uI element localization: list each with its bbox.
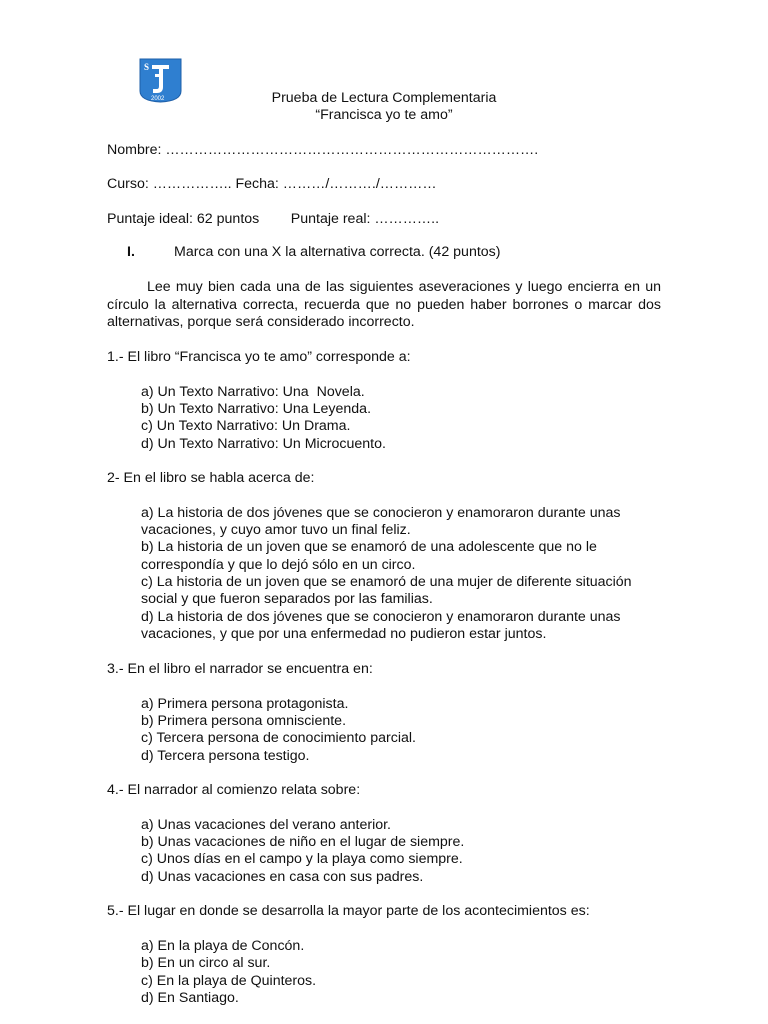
option: d) Unas vacaciones en casa con sus padres. xyxy=(141,869,424,885)
option: b) En un circo al sur. xyxy=(141,955,271,971)
option: b) Primera persona omnisciente. xyxy=(141,713,347,729)
option-continuation: correspondía y que lo dejó sólo en un circo. xyxy=(141,557,416,573)
section-title: Marca con una X la alternativa correcta. (42 puntos) xyxy=(174,244,501,260)
svg-text:S: S xyxy=(144,62,150,72)
option: b) Un Texto Narrativo: Una Leyenda. xyxy=(141,401,372,417)
document-title: Prueba de Lectura Complementaria xyxy=(271,90,497,106)
option: a) La historia de dos jóvenes que se conocieron y enamoraron durante unas xyxy=(141,505,621,521)
option: d) Tercera persona testigo. xyxy=(141,748,310,764)
option: a) Un Texto Narrativo: Una Novela. xyxy=(141,384,365,400)
nombre-field: Nombre: ……………………………………………………………………. xyxy=(107,142,539,158)
option: d) Un Texto Narrativo: Un Microcuento. xyxy=(141,436,386,452)
instructions-paragraph: Lee muy bien cada una de las siguientes aseveraciones y luego encierra en un círculo la alternativa correcta, recuerda que no pueden haber borrones o marcar dos alternativas, porque será considerado incorrecto. xyxy=(107,279,661,330)
option-continuation: social y que fueron separados por las familias. xyxy=(141,591,433,607)
question-5: 5.- El lugar en donde se desarrolla la mayor parte de los acontecimientos es: xyxy=(107,903,590,919)
option: c) Unos días en el campo y la playa como siempre. xyxy=(141,851,463,867)
option: d) En Santiago. xyxy=(141,990,239,1006)
option: a) Primera persona protagonista. xyxy=(141,696,349,712)
option: a) En la playa de Concón. xyxy=(141,938,305,954)
option-continuation: vacaciones, y cuyo amor tuvo un final feliz. xyxy=(141,522,411,538)
option: d) La historia de dos jóvenes que se conocieron y enamoraron durante unas xyxy=(141,609,621,625)
option: c) La historia de un joven que se enamoró de una mujer de diferente situación xyxy=(141,574,632,590)
question-1: 1.- El libro “Francisca yo te amo” corresponde a: xyxy=(107,349,411,365)
document-subtitle: “Francisca yo te amo” xyxy=(315,107,453,123)
option: c) Tercera persona de conocimiento parcial. xyxy=(141,730,416,746)
puntaje-field: Puntaje ideal: 62 puntos Puntaje real: ………….. xyxy=(107,211,440,227)
question-2: 2- En el libro se habla acerca de: xyxy=(107,470,315,486)
option: b) La historia de un joven que se enamoró de una adolescente que no le xyxy=(141,539,597,555)
option: c) Un Texto Narrativo: Un Drama. xyxy=(141,418,351,434)
question-3: 3.- En el libro el narrador se encuentra en: xyxy=(107,661,373,677)
section-number: I. xyxy=(127,244,135,260)
section-heading xyxy=(127,244,500,260)
option: c) En la playa de Quinteros. xyxy=(141,973,317,989)
curso-fecha-field: Curso: …………….. Fecha: ………/………./………… xyxy=(107,176,437,192)
option: a) Unas vacaciones del verano anterior. xyxy=(141,817,391,833)
question-4: 4.- El narrador al comienzo relata sobre: xyxy=(107,782,361,798)
logo-year: 2002 xyxy=(151,96,165,102)
option: b) Unas vacaciones de niño en el lugar de siempre. xyxy=(141,834,465,850)
option-continuation: vacaciones, y que por una enfermedad no pudieron estar juntos. xyxy=(141,626,547,642)
